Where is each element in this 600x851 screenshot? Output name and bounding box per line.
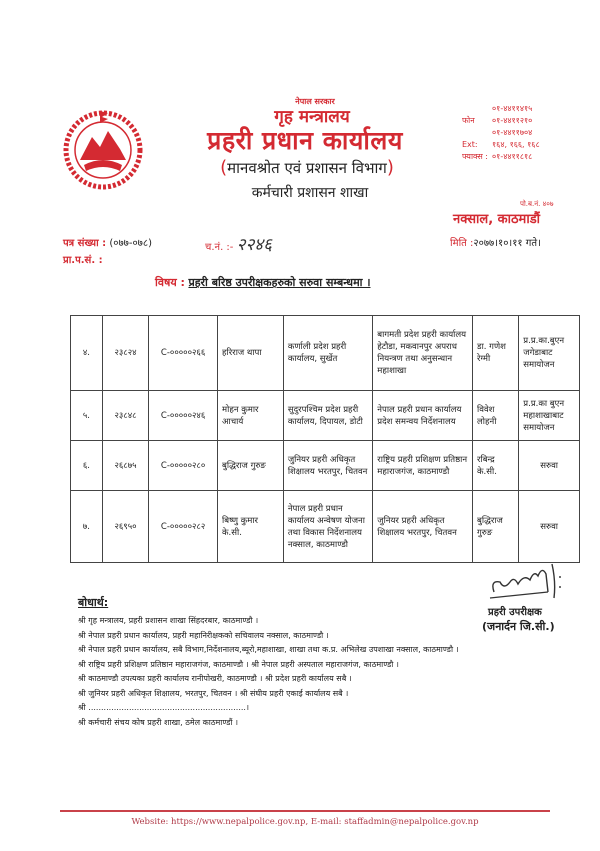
cell-remark: प्र.प्र.का बुएन महाशाखाबाट समायोजन <box>519 391 580 441</box>
cell-remark: सरुवा <box>519 491 580 563</box>
table-row <box>71 491 580 563</box>
dispatch-number <box>205 232 272 255</box>
signature-icon <box>486 562 576 602</box>
table-row <box>71 391 580 441</box>
fax-value: ०१-४४११८१८ <box>492 152 533 161</box>
cell-id: २६८७५ <box>102 441 148 491</box>
pps-label: प्रा.प.सं. : <box>63 255 103 266</box>
nepal-emblem-icon <box>60 105 146 191</box>
paren-close: ) <box>386 157 394 178</box>
footer-divider <box>60 810 550 812</box>
table-row <box>71 441 580 491</box>
cell-id: २३८२४ <box>102 316 148 391</box>
cell-replaced: विवेश लोहनी <box>473 391 519 441</box>
cell-replaced: बुद्धिराज गुरुङ <box>473 491 519 563</box>
phone-label: फोन <box>462 116 475 125</box>
cc-item: श्री नेपाल प्रहरी प्रधान कार्यालय, सबै विभाग,निर्देशनालय,ब्यूरो,महाशाखा, शाखा तथा क.प्र. अभिलेख उपशाखा नक्साल, काठमाण्डौ । <box>78 645 459 654</box>
cell-sn: ४. <box>71 316 103 391</box>
cell-name: मोहन कुमार आचार्य <box>218 391 284 441</box>
phone-1: ०१-४४११४१५ <box>492 104 533 113</box>
cell-name: बिष्णु कुमार के.सी. <box>218 491 284 563</box>
government-label: नेपाल सरकार <box>295 97 335 106</box>
date-value: २०७७।१०।११ गते। <box>473 238 541 249</box>
department-label: मानवश्रोत एवं प्रशासन विभाग <box>227 159 387 177</box>
cell-replaced: डा. गणेश रेग्मी <box>473 316 519 391</box>
transfer-table <box>70 315 580 563</box>
subject-label: विषय : <box>155 276 185 289</box>
cc-item: श्री काठमाण्डौ उपत्यका प्रहरी कार्यालय रानीपोखरी, काठमाण्डौ । श्री प्रदेश प्रहरी कार्यालय सबै । <box>78 674 352 683</box>
cell-name: बुद्धिराज गुरुङ <box>218 441 284 491</box>
cell-code: C-०००००२४६ <box>149 391 218 441</box>
branch-title: कर्मचारी प्रशासन शाखा <box>251 185 369 201</box>
cell-code: C-०००००२८२ <box>149 491 218 563</box>
cell-code: C-०००००२६६ <box>149 316 218 391</box>
table-row <box>71 316 580 391</box>
cell-sn: ५. <box>71 391 103 441</box>
subject-line <box>155 275 371 290</box>
cc-item: श्री जुनियर प्रहरी अधिकृत शिक्षालय, भरतपुर, चितवन । श्री संघीय प्रहरी एकाई कार्यालय सबै । <box>78 688 349 698</box>
cell-replaced: रबिन्द्र के.सी. <box>473 441 519 491</box>
cell-to: जुनियर प्रहरी अधिकृत शिक्षालय भरतपुर, चितवन <box>373 491 473 563</box>
ref-value: (०७७-०७८) <box>109 238 152 249</box>
ext-label: Ext: <box>462 140 478 149</box>
cell-name: हरिराज थापा <box>218 316 284 391</box>
cell-id: २६९५० <box>102 491 148 563</box>
cell-from: नेपाल प्रहरी प्रधान कार्यालय अन्वेषण योजना तथा विकास निर्देशनालय नक्साल, काठमाण्डौ <box>283 491 372 563</box>
cc-item: श्री गृह मन्त्रालय, प्रहरी प्रशासन शाखा सिंहदरबार, काठमाण्डौ । <box>78 616 259 625</box>
department-title <box>172 157 442 178</box>
signatory-name: (जनार्दन जि.सी.) <box>482 620 555 633</box>
cc-item: श्री राष्ट्रिय प्रहरी प्रशिक्षण प्रतिष्ठान महाराजगंज, काठमाण्डौ । श्री नेपाल प्रहरी अस्पताल महाराजगंज, काठमाण्डौ । <box>78 659 399 669</box>
office-address: नक्साल, काठमाडौं <box>453 212 541 227</box>
ext-value: १६४, १६६, १६८ <box>492 140 540 149</box>
footer-contact: Website: https://www.nepalpolice.gov.np, E-mail: staffadmin@nepalpolice.gov.np <box>131 817 479 827</box>
phone-3: ०१-४४११७०४ <box>492 128 533 137</box>
fax-label: फ्याक्स : <box>462 152 488 161</box>
cell-to: बागमती प्रदेश प्रहरी कार्यालय हेटौडा, मकवानपुर अपराध नियन्त्रण तथा अनुसन्धान महाशाखा <box>373 316 473 391</box>
cell-remark: प्र.प्र.का.बुएन जगेडाबाट समायोजन <box>519 316 580 391</box>
cc-item: श्री नेपाल प्रहरी प्रधान कार्यालय, प्रहरी महानिरीक्षकको सचिवालय नक्साल, काठमाण्डौ । <box>78 630 329 640</box>
chn-label: च.नं. :- <box>205 242 234 253</box>
cell-from: जुनियर प्रहरी अधिकृत शिक्षालय भरतपुर, चितवन <box>283 441 372 491</box>
cc-heading: बोधार्थ: <box>78 596 109 609</box>
letter-date <box>450 235 541 249</box>
cell-code: C-०००००२८० <box>149 441 218 491</box>
cc-list <box>78 614 459 730</box>
cell-remark: सरुवा <box>519 441 580 491</box>
cell-to: राष्ट्रिय प्रहरी प्रशिक्षण प्रतिष्ठान महाराजगंज, काठमाण्डौ <box>373 441 473 491</box>
paren-open: ( <box>220 157 228 178</box>
cell-to: नेपाल प्रहरी प्रधान कार्यालय प्रदेश समन्वय निर्देशनालय <box>373 391 473 441</box>
ref-number <box>63 235 152 249</box>
date-label: मिति : <box>450 238 474 249</box>
phone-2: ०१-४४११२१० <box>492 116 533 125</box>
cell-id: २३८४८ <box>102 391 148 441</box>
subject-text: प्रहरी बरिष्ठ उपरीक्षकहरुको सरुवा सम्बन्धमा । <box>188 276 371 289</box>
cc-item: श्री कर्मचारी संचय कोष प्रहरी शाखा, ठमेल काठमाण्डौं । <box>78 717 239 727</box>
cell-sn: ७. <box>71 491 103 563</box>
ministry-label: गृह मन्त्रालय <box>274 107 350 127</box>
cell-from: सुदुरपश्चिम प्रदेश प्रहरी कार्यालय, दिपायल, डोटी <box>283 391 372 441</box>
cell-sn: ६. <box>71 441 103 491</box>
contact-block <box>462 103 540 163</box>
signatory-title: प्रहरी उपरीक्षक <box>488 607 542 618</box>
office-title: प्रहरी प्रधान कार्यालय <box>207 126 403 155</box>
cc-item: श्री ..............................................................। <box>78 703 249 712</box>
ref-label: पत्र संख्या : <box>63 238 107 249</box>
chn-value: २२४६ <box>236 235 272 255</box>
po-box: पो.ब.नं. ४०७ <box>520 200 554 208</box>
cell-from: कर्णाली प्रदेश प्रहरी कार्यालय, सुर्खेत <box>283 316 372 391</box>
